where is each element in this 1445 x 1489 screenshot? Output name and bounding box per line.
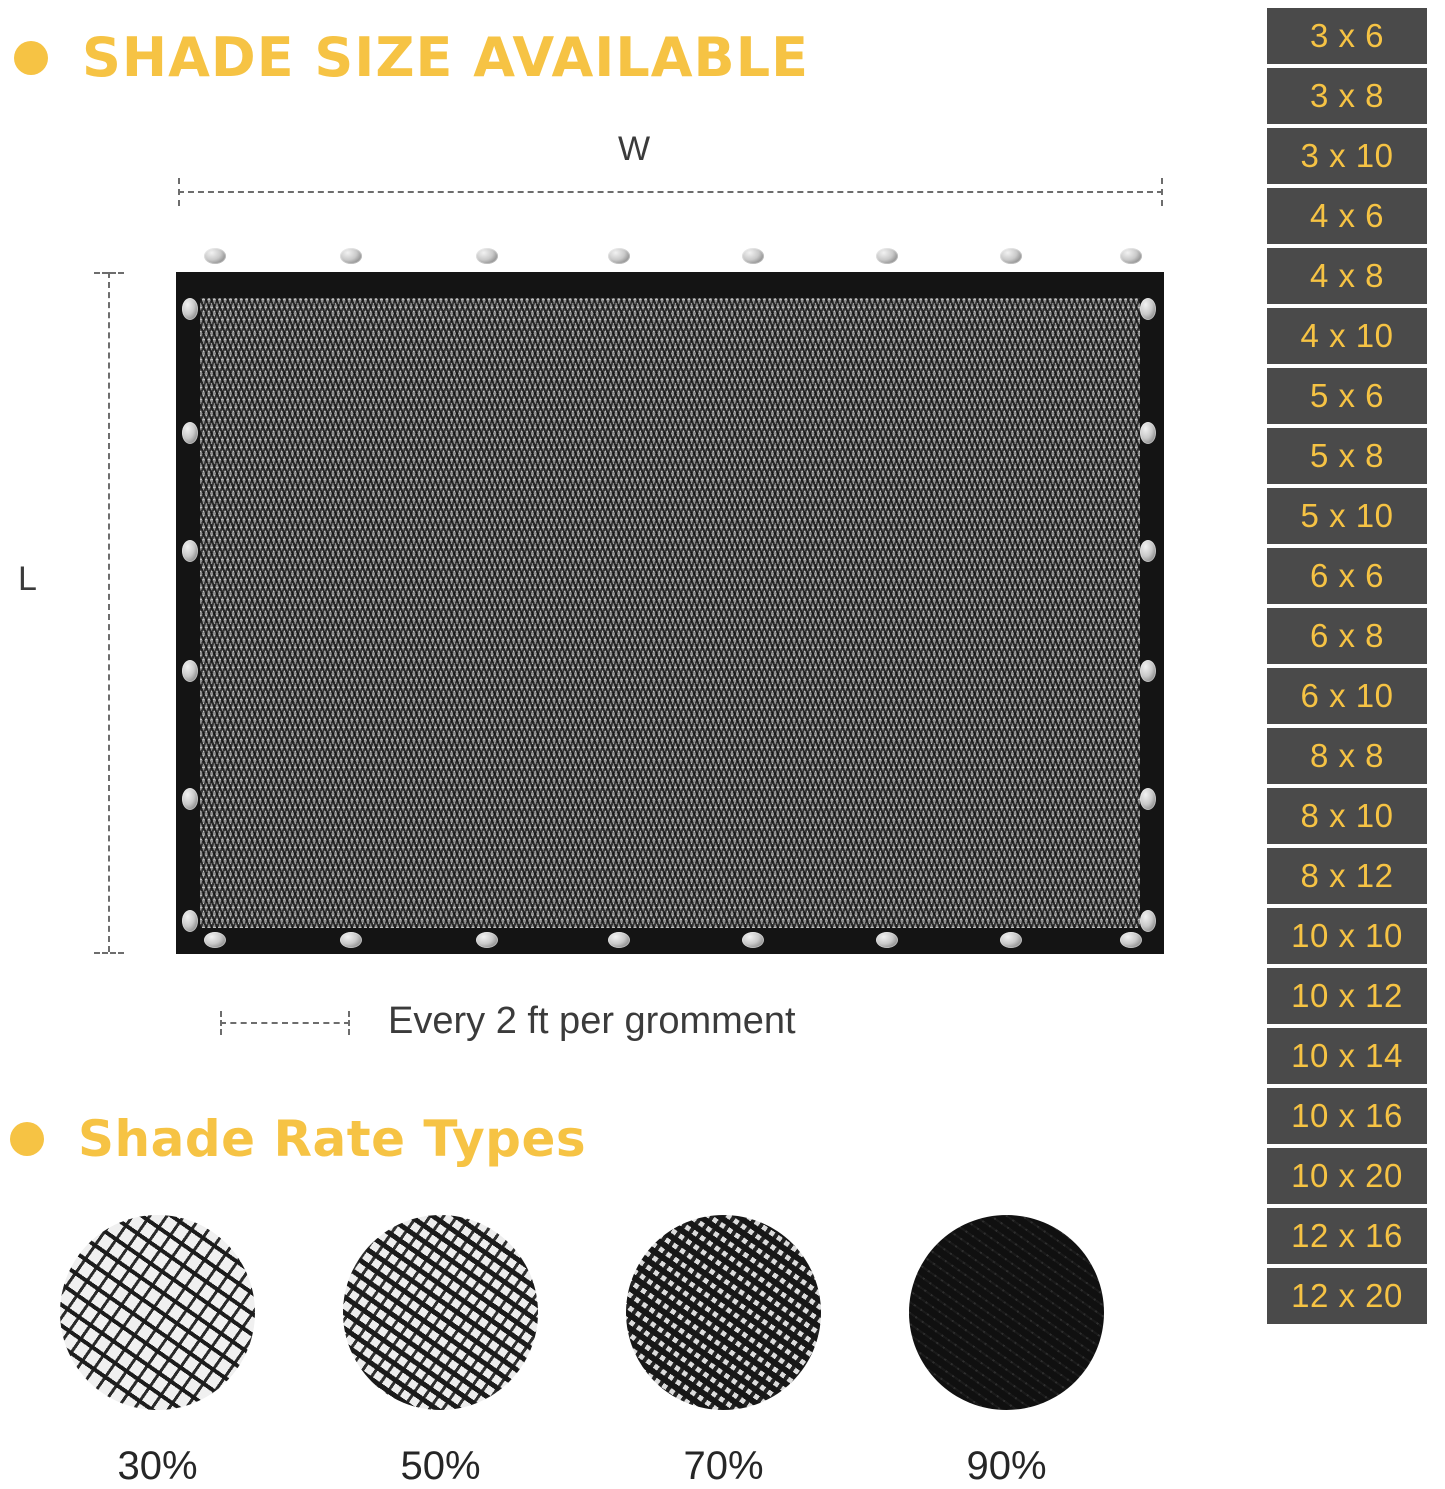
grommet [608,248,630,264]
grommet-spacing-note [220,1000,796,1043]
shade-rate-item [343,1215,538,1489]
shade-cloth-panel [176,272,1164,954]
grommet [476,932,498,948]
size-chip: 10 x 12 [1267,968,1427,1024]
size-chip: 3 x 10 [1267,128,1427,184]
size-chip: 10 x 14 [1267,1028,1427,1084]
size-chip: 3 x 8 [1267,68,1427,124]
page-title-text: SHADE SIZE AVAILABLE [82,26,810,89]
grommet [476,248,498,264]
grommet [204,248,226,264]
bullet-dot-icon [14,41,48,75]
shade-rate-types-title [10,1110,586,1168]
length-dimension-cap-top [94,272,124,274]
size-chip: 5 x 8 [1267,428,1427,484]
size-chip: 10 x 20 [1267,1148,1427,1204]
grommet [182,788,198,810]
size-chip: 10 x 16 [1267,1088,1427,1144]
length-dimension-line [108,272,110,952]
width-dimension-cap-left [178,178,180,206]
length-label: L [18,560,37,598]
grommet [1140,298,1156,320]
shade-rate-swatch-90 [909,1215,1104,1410]
grommet [608,932,630,948]
width-dimension-cap-right [1161,178,1163,206]
grommet [876,248,898,264]
grommet [1140,540,1156,562]
page-title [14,26,809,89]
shade-rate-label: 70% [683,1444,764,1488]
size-chip: 6 x 6 [1267,548,1427,604]
shade-rate-list [60,1215,1200,1489]
grommet [1140,422,1156,444]
grommet [182,422,198,444]
grommet [182,540,198,562]
width-dimension-line [178,191,1163,193]
shade-mesh-texture [200,298,1140,928]
grommet [340,248,362,264]
size-list [1267,8,1427,1324]
grommet [182,660,198,682]
shade-rate-swatch-30 [60,1215,255,1410]
shade-rate-swatch-50 [343,1215,538,1410]
size-chip: 4 x 8 [1267,248,1427,304]
shade-rate-label: 30% [117,1444,198,1488]
size-chip: 4 x 10 [1267,308,1427,364]
grommet [1140,910,1156,932]
size-chip: 6 x 10 [1267,668,1427,724]
shade-rate-item [909,1215,1104,1489]
grommet [204,932,226,948]
size-chip: 12 x 16 [1267,1208,1427,1264]
shade-rate-swatch-70 [626,1215,821,1410]
grommet [876,932,898,948]
shade-rate-item [60,1215,255,1489]
length-dimension-cap-bottom [94,952,124,954]
grommet [340,932,362,948]
size-chip: 5 x 10 [1267,488,1427,544]
shade-rate-label: 90% [966,1444,1047,1488]
width-label: W [618,130,651,168]
grommet [742,932,764,948]
size-chip: 10 x 10 [1267,908,1427,964]
size-chip: 5 x 6 [1267,368,1427,424]
size-chip: 4 x 6 [1267,188,1427,244]
grommet [1140,788,1156,810]
grommet [1120,248,1142,264]
size-chip: 8 x 8 [1267,728,1427,784]
grommet [742,248,764,264]
size-chip: 6 x 8 [1267,608,1427,664]
shade-rate-types-title-text: Shade Rate Types [78,1110,587,1168]
grommet [1000,248,1022,264]
shade-rate-label: 50% [400,1444,481,1488]
size-chip: 8 x 10 [1267,788,1427,844]
shade-rate-item [626,1215,821,1489]
grommet [1000,932,1022,948]
grommet-spacing-dimension [220,1009,350,1035]
size-chip: 8 x 12 [1267,848,1427,904]
grommet-spacing-text: Every 2 ft per gromment [388,1000,796,1042]
shade-diagram [0,120,1260,1080]
grommet [182,298,198,320]
grommet [1140,660,1156,682]
bullet-dot-icon [10,1122,44,1156]
size-chip: 12 x 20 [1267,1268,1427,1324]
size-chip: 3 x 6 [1267,8,1427,64]
grommet [182,910,198,932]
grommet [1120,932,1142,948]
